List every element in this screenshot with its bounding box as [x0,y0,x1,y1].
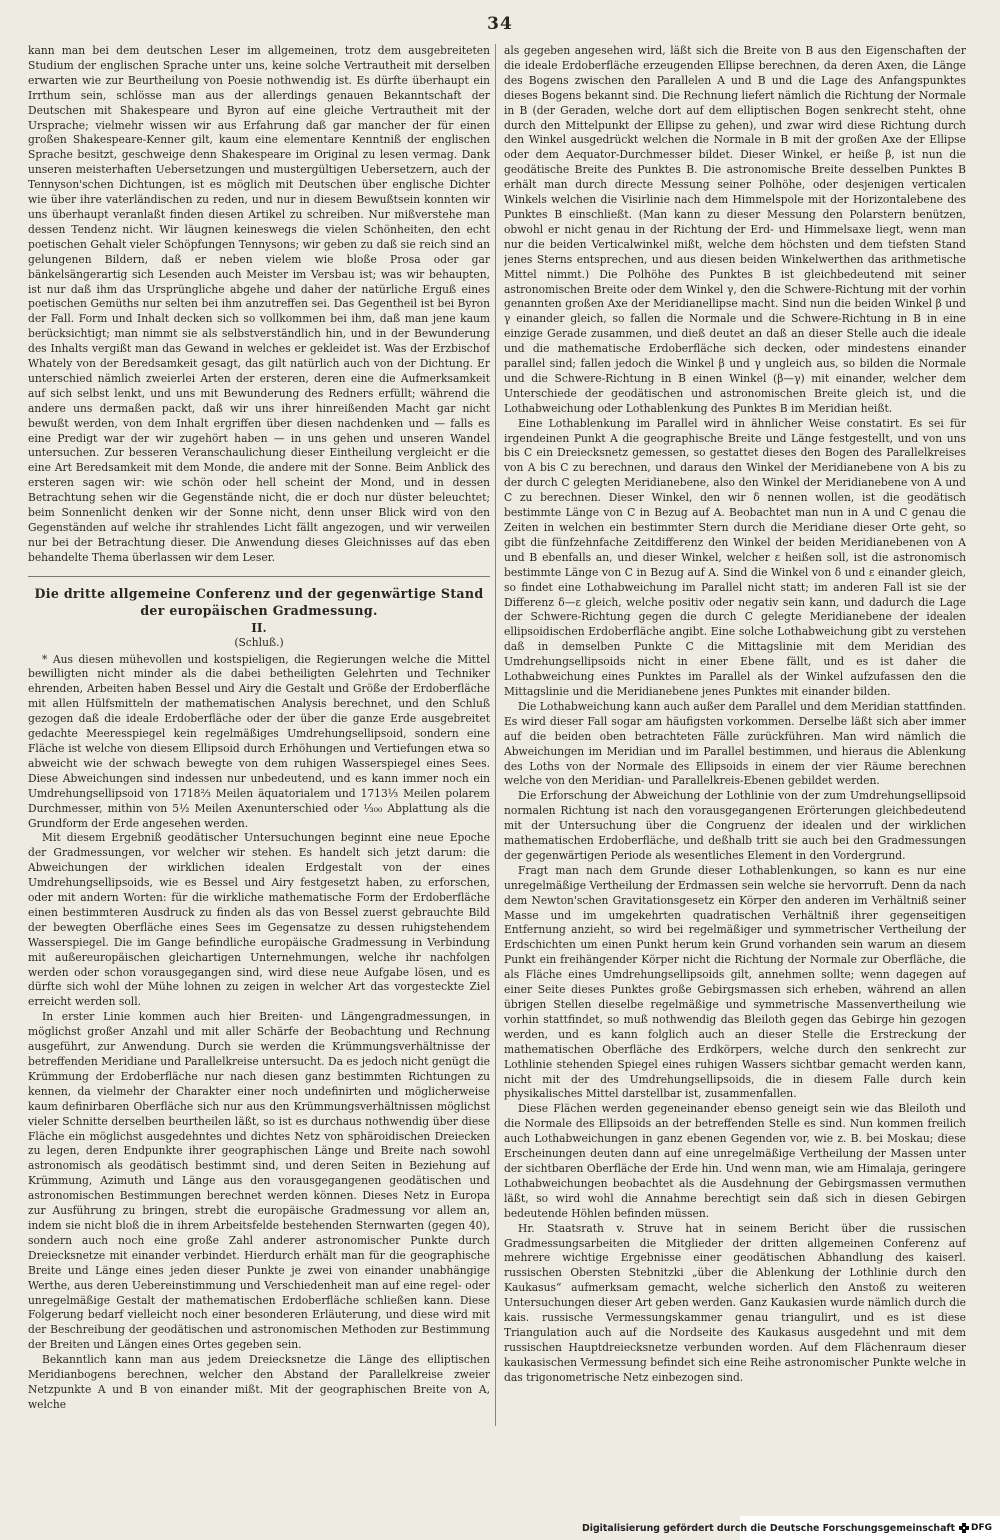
dfg-logo [959,1523,992,1533]
article-note: (Schluß.) [234,635,284,649]
right-paragraph: Diese Flächen werden gegeneinander ebenso geneigt sein wie das Bleiloth und die Normale des Ellipsoids an der betreffenden Stelle es sind. Nun kommen freilich auch Lothabweichungen in ganz ebenen Gegenden vor, wie z. B. bei Moskau; diese Erscheinungen deuten dann auf eine unregelmäßige Vertheilung der Massen unter der sichtbaren Oberfläche der Erde hin. Und wenn man, wie am Himalaja, geringere Lothabweichungen beobachtet als die Ausdehnung der Gebirgsmassen vermuthen läßt, so wird wohl die Annahme berechtigt sein daß sich in diesen Gebirgen bedeutende Höhlen befinden müssen. [504,1102,966,1220]
left-paragraph: Mit diesem Ergebniß geodätischer Untersuchungen beginnt eine neue Epoche der Gradmessungen, vor welcher wir stehen. Es handelt sich jetzt darum: die Abweichungen der wirklichen idealen Erdgestalt von der eines Umdrehungsellipsoids, wie es Bessel und Airy festgesetzt haben, zu erforschen, oder mit andern Worten: für die wirkliche mathematische Form der Erdoberfläche einen bestimmteren Ausdruck zu finden als das von Bessel zuerst gebrauchte Bild der bewegten Oberfläche eines Sees im Gegensatze zu dessen ruhigstehendem Wasserspiegel. Die im Gange befindliche europäische Gradmessung in Verbindung mit außereuropäischen gleichartigen Unternehmungen, welche ihr nachfolgen werden oder schon vorausgegangen sind, wird diese neue Aufgabe lösen, und es dürfte sich wohl der Mühe lohnen zu zeigen in welcher Art das vorgesteckte Ziel erreicht werden soll. [28,831,490,1009]
column-divider [495,44,496,1426]
right-paragraph: Eine Lothablenkung im Parallel wird in ähnlicher Weise constatirt. Es sei für irgendeinen Punkt A die geographische Breite und Länge festgestellt, und von uns bis C ein Dreiecksnetz gemessen, so gestattet dieses den Bogen des Parallelkreises von A bis C zu berechnen, und daraus den Winkel der Meridianebene von A bis zu der durch C gelegten Meridianebene, also den Winkel der Meridianebene von A und C zu berechnen. Dieser Winkel, den wir δ nennen wollen, ist die geodätisch bestimmte Länge von C in Bezug auf A. Beobachtet man nun in A und C genau die Zeiten in welchen ein bestimmter Stern durch die Meridiane dieser Orte geht, so gibt die fünfzehnfache Zeitdifferenz den Winkel der beiden Meridianebenen von A und B ebenfalls an, und dieser Winkel, welcher ε heißen soll, ist die astronomisch bestimmte Länge von C in Bezug auf A. Sind die Winkel von δ und ε einander gleich, so findet eine Lothabweichung im Parallel nicht statt; im anderen Fall ist sie der Differenz δ—ε gleich, welche positiv oder negativ sein kann, und dadurch die Lage der Schwere-Richtung gegen die durch C gelegte Meridianebene der idealen ellipsoidischen Erdoberfläche angibt. Eine solche Lothabweichung gibt zu verstehen daß in demselben Punkte C die Mittagslinie mit dem Meridian des Umdrehungsellipsoids nicht in einer Ebene fällt, und es ist daher die Lothabweichung eines Punktes im Parallel als der Winkel aufzufassen den die Mittagslinie und die Meridianebene jenes Punktes mit einander bilden. [504,416,966,698]
right-column [504,44,966,1424]
left-paragraph: Bekanntlich kann man aus jedem Dreiecksnetze die Länge des elliptischen Meridianbogens berechnen, welcher den Abstand der Parallelkreise zweier Netzpunkte A und B von einander mißt. Mit der geographischen Breite von A, welche [28,1353,490,1411]
digitization-footer [581,1516,1000,1540]
page-number: 34 [487,14,513,34]
article-part: II. [251,620,267,635]
right-paragraph: Hr. Staatsrath v. Struve hat in seinem Bericht über die russischen Gradmessungsarbeiten die Mitglieder der dritten allgemeinen Conferenz auf mehrere wichtige Ergebnisse einer geodätischen Abhandlung des kaiserl. russischen Obersten Stebnitzki „über die Ablenkung der Lothlinie durch den Kaukasus“ aufmerksam gemacht, welche sicherlich den Anstoß zu weiteren Untersuchungen dieser Art geben werden. Ganz Kaukasien wurde nämlich durch die kais. russische Vermessungskammer genau triangulirt, und es ist diese Triangulation auch auf die Nordseite des Kaukasus ausgedehnt und mit dem russischen Hauptdreiecksnetze verbunden worden. Auf dem Flächenraum dieser kaukasischen Vermessung befindet sich eine Reihe astronomischer Punkte welche in das trigonometrische Netz einbezogen sind. [504,1221,966,1384]
right-paragraph: Fragt man nach dem Grunde dieser Lothablenkungen, so kann es nur eine unregelmäßige Vertheilung der Erdmassen sein welche sie hervorruft. Denn da nach dem Newton'schen Gravitationsgesetz ein Körper den anderen im Verhältniß seiner Masse und im umgekehrten quadratischen Verhältniß ihrer gegenseitigen Entfernung anzieht, so wird bei regelmäßiger und symmetrischer Vertheilung der Erdschichten um einen Punkt herum kein Grund vorhanden sein warum an diesem Punkt ein freihängender Körper nicht die Richtung der Normale zur Oberfläche, die als Fläche eines Umdrehungsellipsoids gilt, annehmen sollte; wenn dagegen auf einer Seite dieses Punktes große Gebirgsmassen sich erheben, während an allen übrigen Stellen dieselbe regelmäßige und symmetrische Massenvertheilung wie vorhin stattfindet, so muß nothwendig das Bleiloth gegen das Gebirge hin gezogen werden, und es kann folglich auch an dieser Stelle die Erstreckung der mathematischen Oberfläche des Erdkörpers, welche durch den senkrecht zur Lothlinie stehenden Spiegel eines ruhigen Wassers sichtbar gemacht werden kann, nicht mit der des Umdrehungsellipsoids, die in diesem Falle durch kein physikalisches Mittel darstellbar ist, zusammenfallen. [504,863,966,1101]
left-paragraph: * Aus diesen mühevollen und kostspieligen, die Regierungen welche die Mittel bewilligten nicht minder als die dabei betheiligten Gelehrten und Techniker ehrenden, Arbeiten haben Bessel und Airy die Gestalt und Größe der Erdoberfläche mit allen Hülfsmitteln der mathematischen Analysis berechnet, und den Schluß gezogen daß die ideale Erdoberfläche oder der über die ganze Erde ausgebreitet gedachte Meeresspiegel kein regelmäßiges Umdrehungsellipsoid, sondern eine Fläche ist welche von diesem Ellipsoid durch Erhöhungen und Vertiefungen etwa so abweicht wie der schwach bewegte von dem ruhigen Wasserspiegel eines Sees. Diese Abweichungen sind indessen nur unbedeutend, und es kann immer noch ein Umdrehungsellipsoid von 1718⅔ Meilen äquatorialem und 1713⅓ Meilen polarem Durchmesser, mithin von 5½ Meilen Axenunterschied oder ¹⁄₃₀₀ Abplattung als die Grundform der Erde angesehen werden. [28,652,490,830]
right-paragraph: Die Erforschung der Abweichung der Lothlinie von der zum Umdrehungsellipsoid normalen Richtung ist nach den vorausgegangenen Erörterungen gleichbedeutend mit der Untersuchung über die Congruenz der idealen und der wirklichen mathematischen Erdoberfläche, und deßhalb tritt sie auch bei den Gradmessungen der gegenwärtigen Periode als wesentliches Element in den Vordergrund. [504,789,966,862]
dfg-logo-label: DFG [970,1523,992,1533]
right-paragraph: Die Lothabweichung kann auch außer dem Parallel und dem Meridian stattfinden. Es wird dieser Fall sogar am häufigsten vorkommen. Derselbe läßt sich aber immer auf die beiden oben betrachteten Fälle zurückführen. Man wird nämlich die Abweichungen im Meridian und im Parallel bestimmen, und hieraus die Ablenkung des Loths von der Normale des Ellipsoids in einem der vier Räume berechnen welche von den Meridian- und Parallelkreis-Ebenen gebildet werden. [504,699,966,788]
section-divider [28,576,490,577]
article-title: Die dritte allgemeine Conferenz und der gegenwärtige Stand der europäischen Gradmessung. [34,585,484,618]
left-paragraph: In erster Linie kommen auch hier Breiten- und Längengradmessungen, in möglichst großer Anzahl und mit aller Schärfe der Beobachtung und Rechnung ausgeführt, zur Anwendung. Durch sie werden die Krümmungsverhältnisse der betreffenden Meridiane und Parallelkreise untersucht. Da es jedoch nicht genügt die Krümmung der Erdoberfläche nur nach diesen ganz bestimmten Richtungen zu kennen, da vielmehr der Charakter einer noch undefinirten und möglicherweise kaum definirbaren Oberfläche sich nur aus den Krümmungsverhältnissen möglichst vieler Schnitte derselben beurtheilen läßt, so ist es durchaus nothwendig über diese Fläche ein möglichst ausgedehntes und dichtes Netz von sphäroidischen Dreiecken zu legen, deren Endpunkte ihrer geographischen Länge und Breite nach sowohl astronomisch als geodätisch bestimmt sind, und deren Seiten in Beziehung auf Krümmung, Azimuth und Länge aus den vorausgegangenen geodätischen und astronomischen Bestimmungen berechnet werden können. Dieses Netz in Europa zur Ausführung zu bringen, strebt die europäische Gradmessung vor allem an, indem sie nicht bloß die in ihrem Arbeitsfelde bestehenden Sternwarten (gegen 40), sondern auch noch eine große Zahl anderer astronomischer Punkte durch Dreiecksnetze mit einander verbindet. Hierdurch erhält man für die geographische Breite und Länge eines jeden dieser Punkte je zwei von einander unabhängige Werthe, aus deren Uebereinstimmung und Verschiedenheit man auf eine regel- oder unregelmäßige Gestalt der mathematischen Erdoberfläche schließen kann. Diese Folgerung bedarf vielleicht noch einer besonderen Erläuterung, und diese wird mit der Beschreibung der geodätischen und astronomischen Methoden zur Bestimmung der Breiten und Längen eines Ortes gegeben sein. [28,1010,490,1352]
right-paragraph: als gegeben angesehen wird, läßt sich die Breite von B aus den Eigenschaften der die ideale Erdoberfläche erzeugenden Ellipse berechnen, da deren Axen, die Länge des Bogens zwischen den Parallelen A und B und die Lage des Anfangspunktes dieses Bogens bekannt sind. Die Rechnung liefert nämlich die Richtung der Normale in B (der Geraden, welche dort auf dem elliptischen Bogen senkrecht steht, ohne durch den Mittelpunkt der Ellipse zu gehen), und zwar wird diese Richtung durch den Winkel ausgedrückt welchen die Normale in B mit der großen Axe der Ellipse oder dem Aequator-Durchmesser bildet. Dieser Winkel, er heiße β, ist nun die geodätische Breite des Punktes B. Die astronomische Breite desselben Punktes B erhält man durch directe Messung seiner Polhöhe, oder desjenigen verticalen Winkels welchen die Visirlinie nach dem Himmelspole mit der Horizontalebene des Punktes B einschließt. (Man kann zu dieser Messung den Polarstern benützen, obwohl er nicht genau in der Richtung der Erd- und Himmelsaxe liegt, wenn man nur die beiden Verticalwinkel mißt, welche dem höchsten und dem tiefsten Stand jenes Sterns entsprechen, und aus diesen beiden Winkelwerthen das arithmetische Mittel nimmt.) Die Polhöhe des Punktes B ist gleichbedeutend mit seiner astronomischen Breite oder dem Winkel γ, den die Schwere-Richtung mit der vorhin genannten großen Axe der Meridianellipse macht. Sind nun die beiden Winkel β und γ einander gleich, so fallen die Normale und die Schwere-Richtung in B in eine einzige Gerade zusammen, und dieß deutet an daß an dieser Stelle auch die ideale und die mathematische Erdoberfläche sich decken, oder mindestens einander parallel sind; fallen jedoch die Winkel β und γ ungleich aus, so bilden die Normale und die Schwere-Richtung in B einen Winkel (β—γ) mit einander, welcher dem Unterschiede der geodätischen und astronomischen Breite gleich ist, und die Lothabweichung oder Lothablenkung des Punktes B im Meridian heißt. [504,44,966,415]
dfg-logo-icon [959,1523,969,1533]
footer-credit: Digitalisierung gefördert durch die Deutsche Forschungsgemeinschaft [581,1522,955,1534]
intro-paragraph: kann man bei dem deutschen Leser im allgemeinen, trotz dem ausgebreiteten Studium der englischen Sprache unter uns, keine solche Vertrautheit mit derselben erwarten wie zur Beurtheilung von Poesie nothwendig ist. Es dürfte überhaupt ein Irrthum sein, schlösse man aus der allerdings genauen Bekanntschaft der Deutschen mit Shakespeare und Byron auf eine gleiche Vertrautheit mit der Ursprache; vielmehr wissen wir aus Erfahrung daß gar mancher der für einen großen Shakespeare-Kenner gilt, kaum eine elementare Kenntniß der englischen Sprache besitzt, geschweige denn Shakespeare im Original zu lesen vermag. Dank unseren meisterhaften Uebersetzungen und mustergültigen Uebersetzern, auch der Tennyson'schen Dichtungen, ist es möglich mit Deutschen über englische Dichter wie über ihre vaterländischen zu reden, und nur in diesem Bewußtsein konnten wir uns überhaupt veranlaßt finden diesen Artikel zu schreiben. Nur mißverstehe man dessen Tendenz nicht. Wir läugnen keineswegs die vielen Schönheiten, den echt poetischen Gehalt vieler Schöpfungen Tennysons; wir geben zu daß sie reich sind an gelungenen Bildern, daß er neben vielem wie bloße Prosa oder gar bänkelsängerartig sich Lesenden auch Meister im Versbau ist; was wir behaupten, ist nur daß ihm das Ursprüngliche abgehe und daher der natürliche Erguß eines poetischen Gemüths nur selten bei ihm anzutreffen sei. Das Gegentheil ist bei Byron der Fall. Form und Inhalt decken sich so vollkommen bei ihm, daß man jene kaum berücksichtigt; man nimmt sie als selbstverständlich hin, und in der Bewunderung des Inhalts vergißt man das Gewand in welches er gekleidet ist. Was der Erzbischof Whately von der Beredsamkeit gesagt, das gilt natürlich auch von der Dichtung. Er unterschied nämlich zweierlei Arten der ersteren, deren eine die Aufmerksamkeit auf sich selbst lenkt, und uns mit Bewunderung des Redners erfüllt; während die andere uns dermaßen packt, daß wir uns ihrer hinreißenden Macht gar nicht bewußt werden, von dem Inhalt ergriffen über diesen nachdenken und — falls es eine Predigt war der wir zugehört haben — in uns gehen und unseren Wandel untersuchen. Zur besseren Veranschaulichung dieser Eintheilung vergleicht er die eine Art Beredsamkeit mit dem Monde, die andere mit der Sonne. Beim Anblick des ersteren sagen wir: wie schön oder hell scheint der Mond, und in dessen Betrachtung sehen wir die Gegenstände nicht, die er doch nur düster beleuchtet; beim Sonnenlicht denken wir der Sonne nicht, denn unser Blick wird von den Gegenständen auf welche ihr strahlendes Licht fällt angezogen, und wir verweilen nur bei der Betrachtung dieser. Die Anwendung dieses Gleichnisses auf das eben behandelte Thema überlassen wir dem Leser. [28,44,490,564]
left-column [28,44,490,1424]
